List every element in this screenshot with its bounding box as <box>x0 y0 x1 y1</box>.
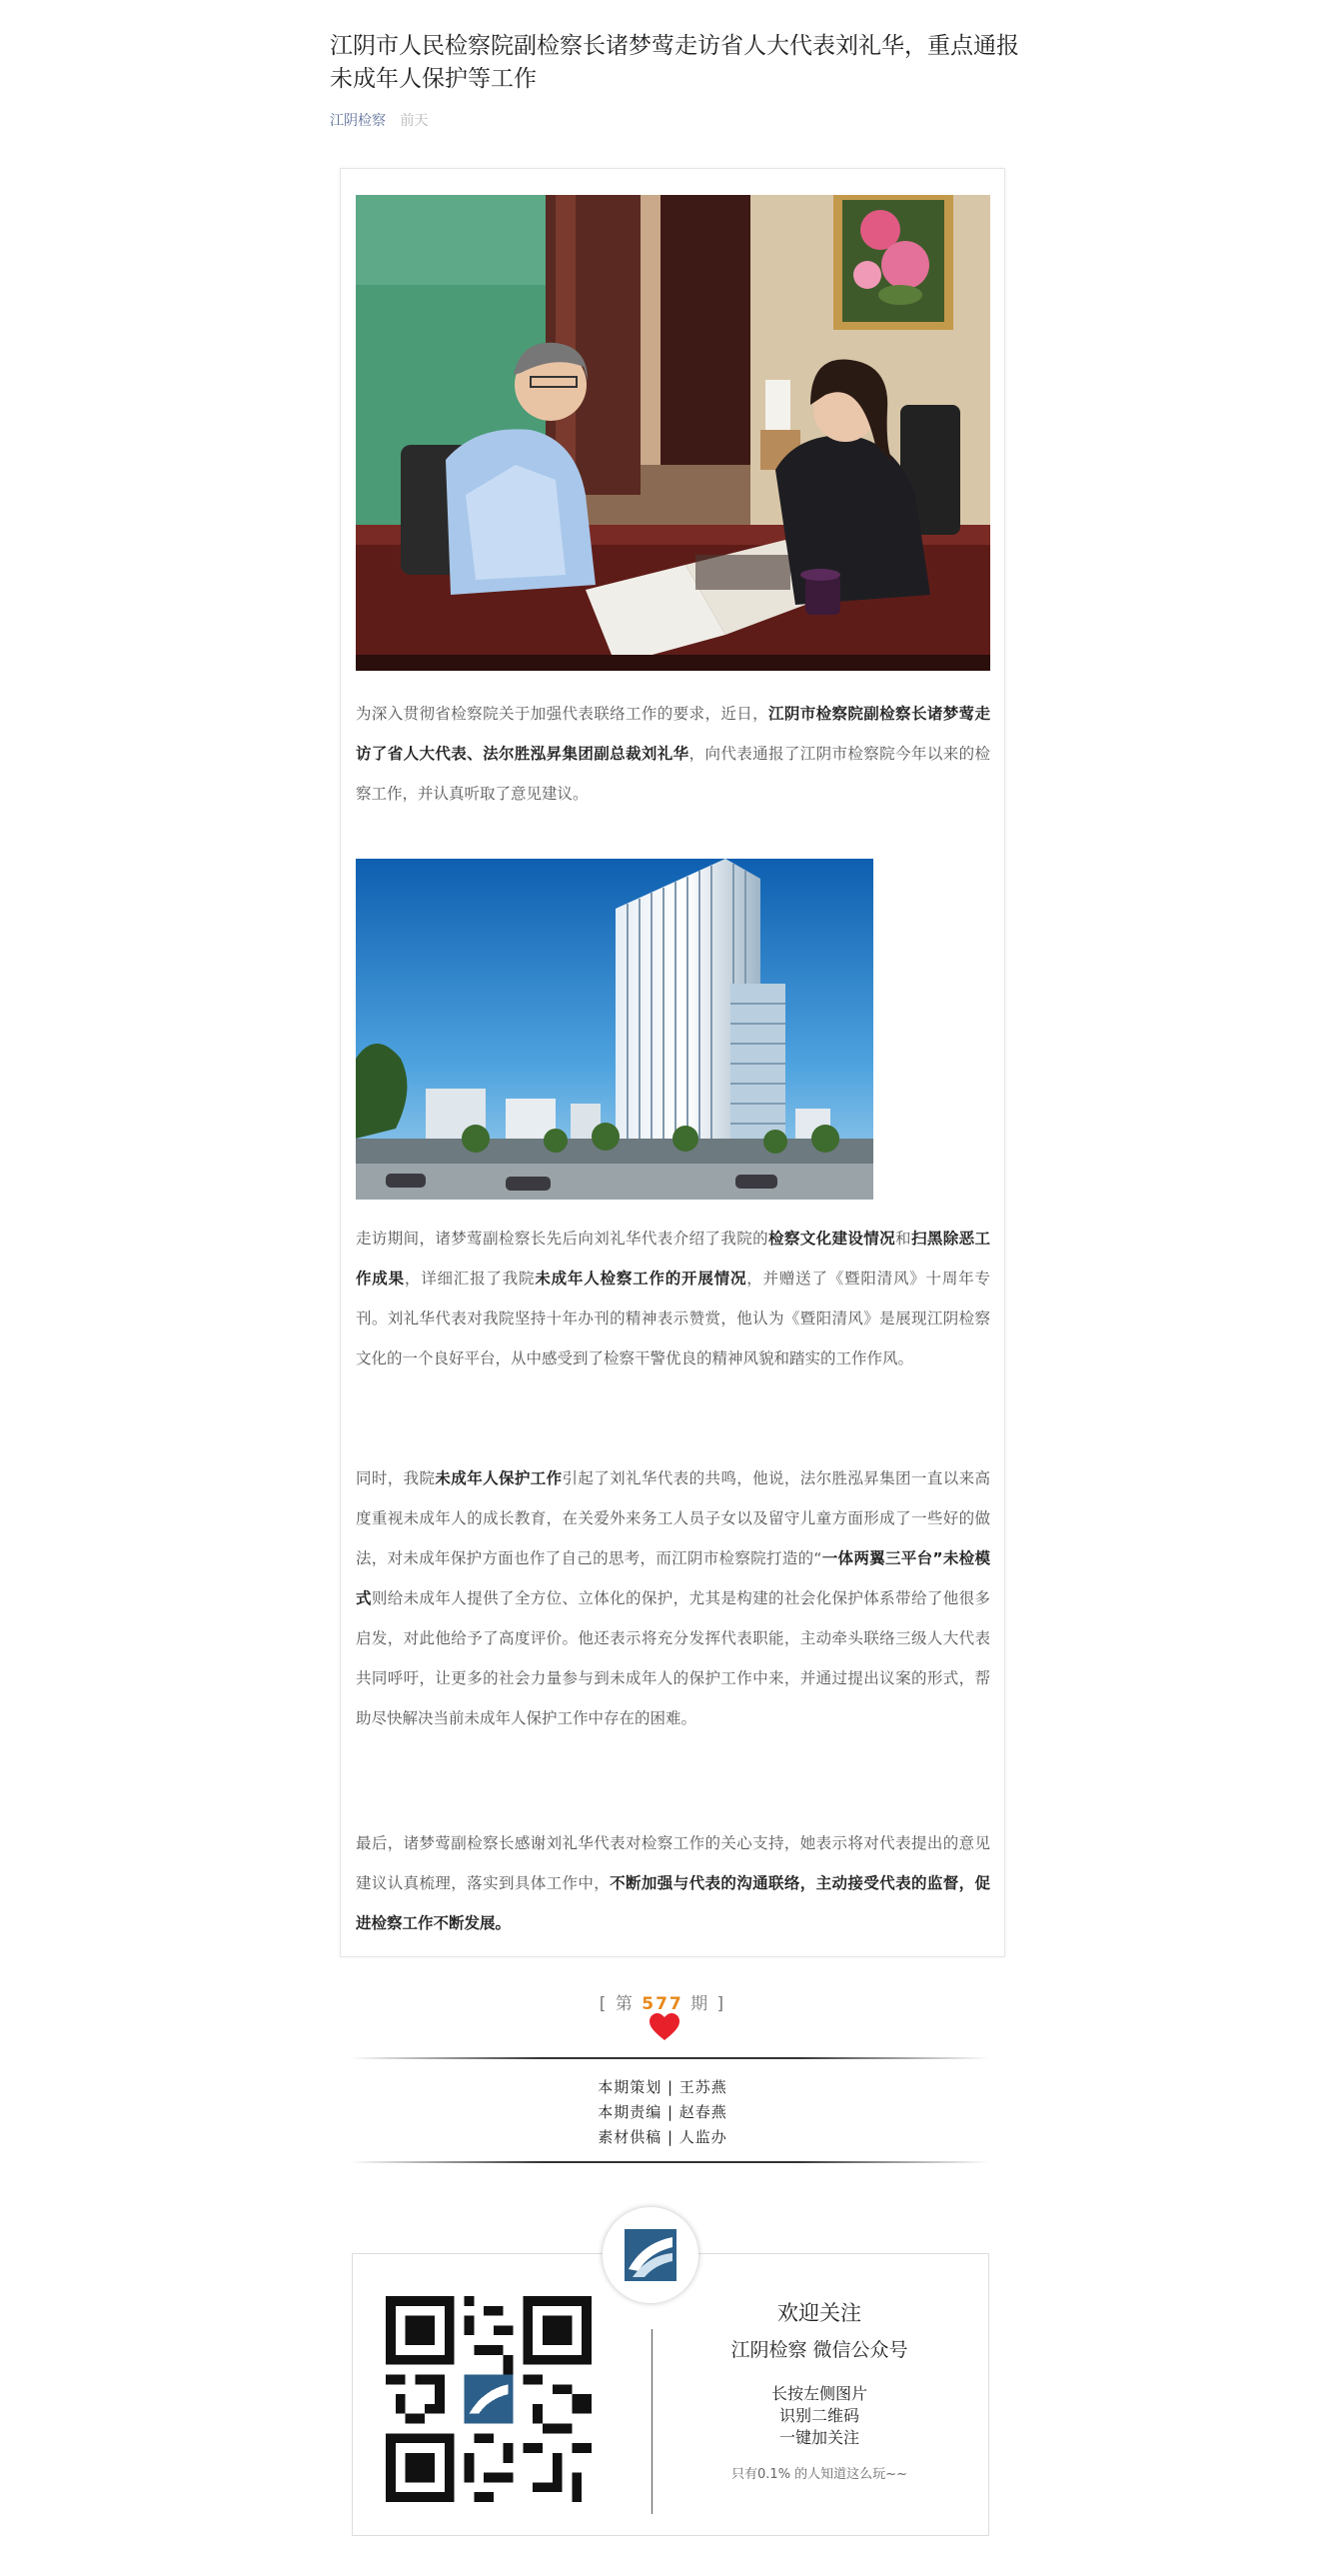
account-link[interactable]: 江阴检察 <box>330 113 386 129</box>
text-segment-bold: 江阴市检察院副检察长诸梦莺走访了省人大代表、法尔胜泓昇集团副总裁刘礼华 <box>356 705 990 763</box>
credit-editor: 本期责编 | 赵春燕 <box>598 2103 727 2121</box>
text-segment-bold: 扫黑除恶工作成果 <box>356 1230 990 1288</box>
text-segment: ，详细汇报了我院 <box>404 1270 536 1288</box>
issue-value: 577 <box>642 1994 683 2014</box>
text-segment: 则给未成年人提供了全方位、立体化的保护，尤其是构建的社会化保护体系带给了他很多启发，对此他给予了高度评价。他还表示将充分发挥代表职能，主动牵头联络三级人大代表共同呼吁，让更多的社会力量参与到未成年人的保护工作中来，并通过提出议案的形式，帮助尽快解决当前未成年人保护工作中存在的困难。 <box>356 1589 990 1727</box>
text-segment: 引起了刘礼华代表的共鸣，他说，法尔胜泓昇集团一直以来高度重视未成年人的成长教育，在关爱外来务工人员子女以及留守儿童方面形成了一些好的做法，对未成年保护方面也作了自己的思考，而江阴市检察院打造的“ <box>356 1469 990 1567</box>
text-segment: ，向代表通报了江阴市检察院今年以来的检察工作，并认真听取了意见建议。 <box>356 745 990 803</box>
follow-tip: 只有0.1% 的人知道这么玩~~ <box>731 2467 907 2482</box>
credits <box>0 2075 1325 2150</box>
text-segment-bold: 未成年人保护工作 <box>435 1469 563 1487</box>
building-photo-image <box>356 859 873 1200</box>
text-segment: ，并赠送了《暨阳清风》十周年专刊。刘礼华代表对我院坚持十年办刊的精神表示赞赏，他认为《暨阳清风》是展现江阴检察文化的一个良好平台，从中感受到了检察干警优良的精神风貌和踏实的工作作风。 <box>356 1270 990 1367</box>
article-header <box>330 30 1029 130</box>
paragraph-3 <box>356 1458 990 1738</box>
issue-prefix: [ 第 <box>599 1994 643 2014</box>
divider-bottom <box>350 2161 989 2163</box>
text-segment-bold: 一体两翼三平台”未检模式 <box>356 1549 990 1607</box>
building-photo <box>356 859 873 1200</box>
text-segment: 最后，诸梦莺副检察长感谢刘礼华代表对检察工作的关心支持，她表示将对代表提出的意见建议认真梳理，落实到具体工作中， <box>356 1834 990 1892</box>
text-segment-bold: 不断加强与代表的沟通联络，主动接受代表的监督，促进检察工作不断发展。 <box>356 1874 990 1932</box>
follow-divider <box>652 2329 653 2514</box>
heart-icon <box>650 2013 679 2041</box>
divider-top <box>350 2057 989 2059</box>
meeting-photo <box>356 195 990 671</box>
issue-number <box>0 1989 1325 2014</box>
text-segment: 走访期间，诸梦莺副检察长先后向刘礼华代表介绍了我院的 <box>356 1230 768 1248</box>
credit-planner: 本期策划 | 王苏燕 <box>598 2078 727 2096</box>
text-segment: 和 <box>895 1230 911 1248</box>
paragraph-1 <box>356 694 990 814</box>
meeting-photo-image <box>356 195 990 671</box>
issue-suffix: 期 ] <box>682 1994 726 2014</box>
text-segment-bold: 未成年人检察工作的开展情况 <box>535 1270 747 1288</box>
follow-step-1: 长按左侧图片 <box>770 2384 867 2403</box>
follow-step-3: 一键加关注 <box>778 2428 859 2447</box>
credit-source: 素材供稿 | 人监办 <box>598 2128 727 2146</box>
jiangyin-procuratorate-logo <box>603 2207 698 2303</box>
article-card <box>340 168 1005 1957</box>
article-title: 江阴市人民检察院副检察长诸梦莺走访省人大代表刘礼华，重点通报未成年人保护等工作 <box>330 33 1019 92</box>
follow-account: 江阴检察 微信公众号 <box>730 2339 908 2361</box>
text-segment: 同时，我院 <box>356 1469 436 1487</box>
paragraph-2 <box>356 1219 990 1378</box>
publish-time: 前天 <box>400 113 429 129</box>
text-segment: 为深入贯彻省检察院关于加强代表联络工作的要求，近日， <box>356 705 768 723</box>
logo-icon <box>603 2207 698 2303</box>
paragraph-4 <box>356 1823 990 1943</box>
qr-code[interactable] <box>386 2296 592 2502</box>
article-meta <box>330 110 1029 130</box>
follow-step-2: 识别二维码 <box>778 2406 859 2425</box>
follow-welcome: 欢迎关注 <box>777 2301 861 2325</box>
text-segment-bold: 检察文化建设情况 <box>767 1230 896 1248</box>
